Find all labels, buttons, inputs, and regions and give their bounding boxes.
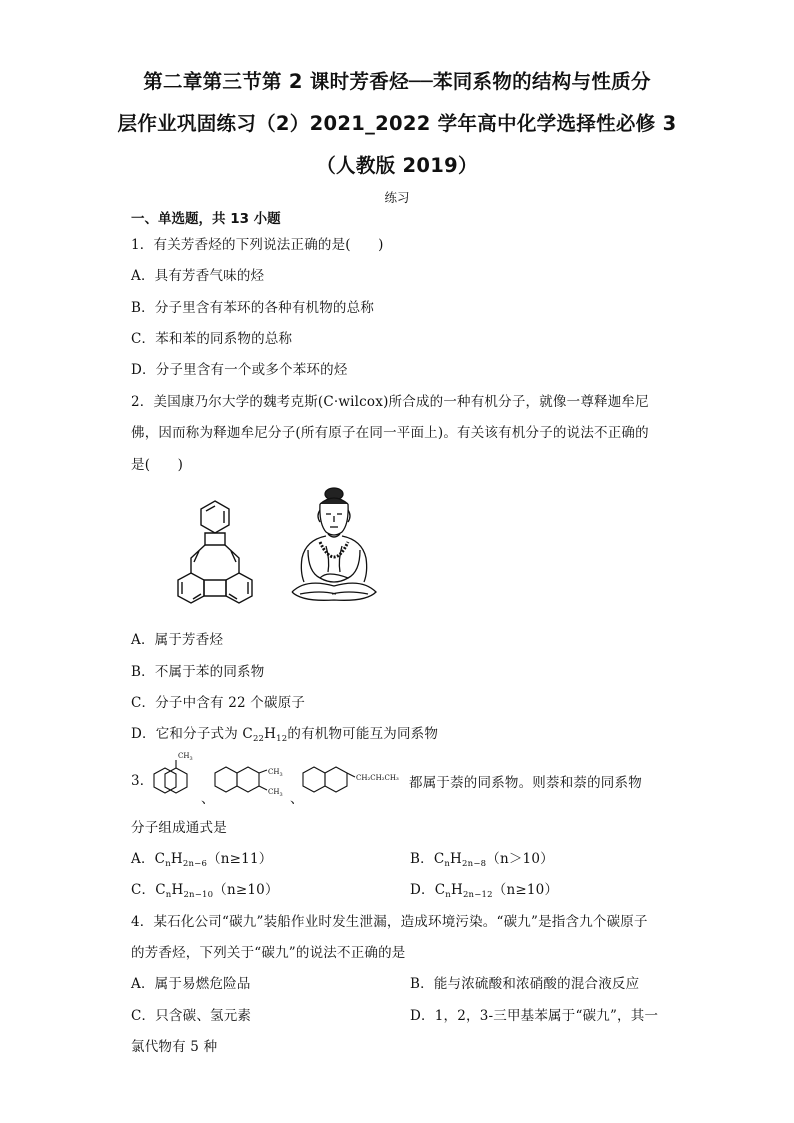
buddha-molecule-structure-figure bbox=[172, 496, 258, 608]
q3-stem-line-2: 分子组成通式是 bbox=[131, 820, 227, 836]
section-header: 一、单选题，共 13 小题 bbox=[131, 211, 281, 227]
q3-number: 3． bbox=[131, 773, 154, 789]
q3-option-d: D．$C_nH_{2n-12}(n\ge 10)$ bbox=[410, 882, 559, 900]
q3-stem-tail: 都属于萘的同系物。则萘和萘的同系物 bbox=[409, 775, 642, 791]
q2-stem-line-2: 佛，因而称为释迦牟尼分子(所有原子在同一平面上)。有关该有机分子的说法不正确的 bbox=[131, 425, 649, 441]
q2-option-d: D．它和分子式为 $C_{22}H_{12}$的有机物可能互为同系物 bbox=[131, 726, 439, 744]
q4-option-d-continued: 氯代物有 5 种 bbox=[131, 1039, 218, 1055]
q2-option-c: C．分子中含有 22 个碳原子 bbox=[131, 695, 306, 711]
q4-option-a: A．属于易燃危险品 bbox=[131, 976, 251, 992]
q1-option-c: C．苯和苯的同系物的总称 bbox=[131, 331, 293, 347]
q3-option-c: C．$C_nH_{2n-10}(n\ge 10)$ bbox=[131, 882, 279, 900]
q1-option-b: B．分子里含有苯环的各种有机物的总称 bbox=[131, 300, 375, 316]
q1-stem: 1．有关芳香烃的下列说法正确的是( ) bbox=[131, 237, 384, 253]
q1-option-a: A．具有芳香气味的烃 bbox=[131, 268, 265, 284]
svg-text:CH3: $CH_3$ bbox=[268, 768, 283, 778]
buddha-illustration bbox=[286, 486, 382, 606]
doc-title-line-3: （人教版 2019） bbox=[316, 154, 478, 177]
q3-option-b: B．$C_nH_{2n-8}(n>10)$ bbox=[410, 851, 554, 869]
q1-option-d: D．分子里含有一个或多个苯环的烃 bbox=[131, 362, 348, 378]
svg-text:CH3: $CH_3$ bbox=[268, 788, 283, 798]
dimethylnaphthalene-structure bbox=[214, 762, 290, 804]
propylnaphthalene-structure bbox=[302, 762, 410, 802]
methylnaphthalene-structure bbox=[152, 748, 200, 806]
q4-option-d: D．1，2，3-三甲基苯属于“碳九”，其一 bbox=[410, 1008, 659, 1024]
doc-subtitle: 练习 bbox=[384, 190, 410, 205]
svg-text:CH3: $CH_3$ bbox=[178, 752, 193, 762]
q2-option-a: A．属于芳香烃 bbox=[131, 632, 224, 648]
q2-stem-line-1: 2．美国康乃尔大学的魏考克斯(C·wilcox)所合成的一种有机分子，就像一尊释迦牟尼 bbox=[131, 394, 649, 410]
q4-option-c: C．只含碳、氢元素 bbox=[131, 1008, 252, 1024]
q3-separator-2: 、 bbox=[290, 791, 304, 807]
doc-title-line-2: 层作业巩固练习（2）2021_2022 学年高中化学选择性必修 3 bbox=[117, 112, 677, 135]
q4-option-b: B．能与浓硫酸和浓硝酸的混合液反应 bbox=[410, 976, 640, 992]
q4-stem-line-2: 的芳香烃，下列关于“碳九”的说法不正确的是 bbox=[131, 945, 406, 961]
q2-stem-line-3: 是( ) bbox=[131, 457, 184, 473]
svg-text:CH₂CH₂CH₃: CH₂CH₂CH₃ bbox=[356, 774, 399, 782]
q4-stem-line-1: 4．某石化公司“碳九”装船作业时发生泄漏，造成环境污染。“碳九”是指含九个碳原子 bbox=[131, 914, 648, 930]
doc-title-line-1: 第二章第三节第 2 课时芳香烃──苯同系物的结构与性质分 bbox=[143, 70, 651, 93]
q2-option-b: B．不属于苯的同系物 bbox=[131, 664, 265, 680]
q3-separator-1: 、 bbox=[201, 791, 215, 807]
q3-option-a: A．$C_nH_{2n-6}(n\ge 11)$ bbox=[131, 851, 273, 869]
